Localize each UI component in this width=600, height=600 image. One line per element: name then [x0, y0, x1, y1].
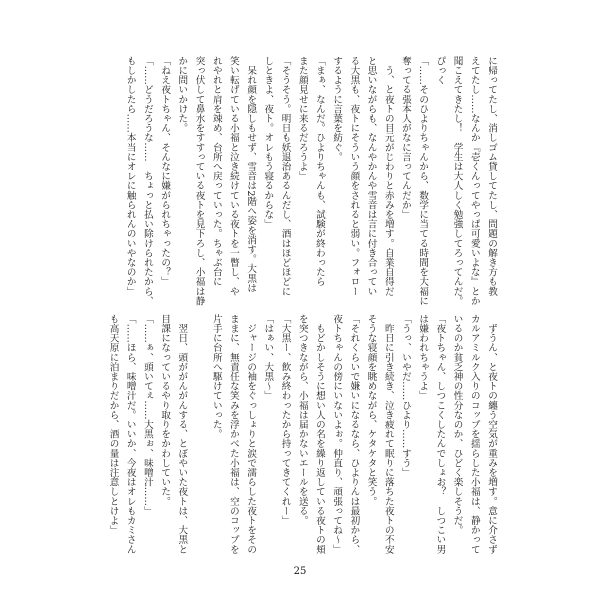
text-column: 呆れ顔を隠しもせず、雪音は2階へ姿を消す。大黒は — [245, 56, 257, 293]
page-number: 25 — [293, 566, 307, 577]
text-column: る大黒も、夜トにそういう顔をされると弱い。フォロー — [348, 56, 360, 296]
text-column: に帰ってたし、消しゴム貸してたし、問題の解き方も教 — [486, 56, 497, 296]
text-column: と思いながらも、なんやかんや雪音は言に付き合ってい — [365, 56, 377, 296]
text-column: 「それくらいで嫌いになるなら、ひよりんは最初から、 — [348, 314, 360, 554]
text-column: 翌日、頭ががんがんする、とぼやいた夜トは、大黒と — [176, 314, 188, 554]
text-column: は嫌われちゃうよ」 — [417, 314, 429, 401]
text-column: また顔見せに来るだろうよ」 — [296, 56, 308, 181]
text-column: 目課になっているやり取りをかわしていた。 — [159, 314, 171, 506]
text-column: そうな寝顔を眺めながら、ケタケタと笑う。 — [365, 314, 377, 506]
text-column: 奪ってる張本人がなに言ってんだか」 — [399, 56, 411, 220]
text-column: 「……そのひよりちゃんから、数学に当てる時間を大福に — [417, 56, 429, 306]
text-column — [190, 314, 207, 546]
text-column: 「……どうだろうな…… ちょっと払い除けられたから、 — [141, 56, 153, 306]
text-column: もどかしそうに想い人の名を繰り返している夜トの頬 — [313, 314, 325, 554]
text-block-bottom — [107, 314, 500, 554]
text-column: う、と夜トの目元がじわりと赤みを増す。自業自得だ — [382, 56, 394, 296]
text-column: を突つきながら、小福は届かないエールを送る。 — [296, 314, 308, 526]
text-column: もしかしたら……本当にオレに触られんのいやなのか」 — [124, 56, 136, 296]
text-block-top — [110, 56, 500, 306]
text-column: えてたし……なんか『壱くんってやっぱ可愛いよな』とか — [468, 56, 480, 306]
text-column: しときよ、夜ト。オレもう寝るからな」 — [262, 56, 274, 229]
text-column: 突っ伏して鼻水をすすっている夜トを見下ろし、小福は静 — [193, 56, 205, 306]
text-column: 昨日に引き続き、泣き疲れて眠りに落ちた夜トの不安 — [382, 314, 394, 554]
text-column: 「夜トちゃん、しつこくしたんでしょお？ しつこい男 — [434, 314, 446, 554]
text-column: れやれと肩を竦め、台所へ戻っていった。ちゃぶ台に — [210, 56, 222, 287]
text-column: 聞こえてきたし！ 学生は大人しく勉強してろってんだ。 — [451, 56, 463, 306]
text-column: ずうん、と夜トの纏う空気が重みを増す。意に介さず — [486, 314, 497, 554]
text-column: 「そうそう。明日も妖退治あるんだし、酒はほどほどに — [279, 56, 291, 296]
text-column: ジャージの袖をぐっしょりと涙で濡らした夜トをその — [245, 314, 257, 554]
text-column: 「……ほら、味噌汁だ。いいか、今夜はオレもカミさん — [124, 314, 136, 554]
text-column: 「大黒ー、飲み終わったから持ってきてくれー」 — [279, 314, 291, 526]
text-column: ぴっく — [434, 56, 446, 85]
text-column: 「うっ、いやだ……ひより……すう」 — [399, 314, 411, 478]
text-column: 夜トちゃんの傍にいないよぉ。仲直り、頑張ってね～」 — [331, 314, 343, 554]
text-column: かに問いかけた。 — [176, 56, 188, 133]
text-column: も高天原に泊まりだから、酒の量は注意しとけよ」 — [107, 314, 119, 535]
text-column: するように言葉を紡ぐ。 — [331, 56, 343, 162]
text-column: 片手に台所へ駆けていった。 — [210, 314, 222, 439]
text-column: 笑い転げている小福と泣き続けている夜トを一瞥し、や — [227, 56, 239, 296]
text-column: ままに、無責任な笑みを浮かべた小福は、空のコップを — [227, 314, 239, 554]
text-column: 「……ぁ、頭いてぇ……大黒ぉ、味噌汁……」 — [141, 314, 153, 516]
text-column: いるのか貧乏神の性分なのか、ひどく楽しそうだ。 — [451, 314, 463, 535]
text-column: 「ねえ夜トちゃん、そんなに嫌がられちゃったの？」 — [159, 56, 171, 287]
text-column: 「はぁい、大黒～」 — [262, 314, 274, 401]
text-column: カルアミルク入りのコップを揺らした小福は、静かって — [468, 314, 480, 554]
text-column: 「まぁ、なんだ。ひよりちゃんも、試験が終わったら — [313, 56, 325, 287]
